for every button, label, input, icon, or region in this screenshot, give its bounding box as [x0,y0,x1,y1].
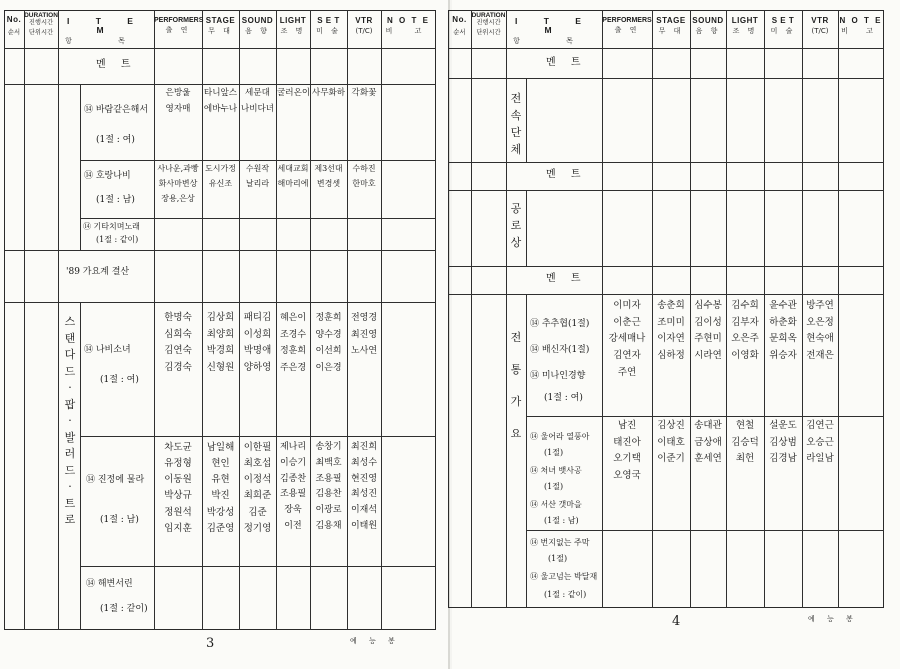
item-title: ⑭ 진정에 물라 [86,475,145,485]
col-line [506,10,507,608]
item-title: ⑭ 미나인경향 [530,371,586,381]
header-performers: PERFORMERS 출 연 [154,17,204,35]
col-line [80,84,81,250]
performers-cell: 차도균 유정형 이동원 박상규 정원석 임지훈 [164,442,192,534]
section-note: '89 가요계 결산 [66,267,130,277]
item-title: ⑭ 나비소녀 [84,345,131,355]
vtr-cell: 전영경 최진영 노사연 [350,313,378,357]
ment-label: 멘 트 [546,57,587,68]
ment-label: 멘 트 [546,273,587,284]
item-subtitle: (1절) [544,482,564,491]
vtr-cell: 각화꽃 [351,88,377,98]
header-set: S E T 미 술 [770,16,796,36]
row-line [80,566,436,567]
item-title: ⑭ 호랑나비 [84,171,131,181]
department-stamp: 예 능 봉 [350,637,400,645]
cue-sheet-page-right [452,0,900,669]
stage-cell: 김상진 이태호 이준기 [657,420,685,465]
stage-cell: 김상희 최양희 박경희 신형원 [206,312,235,373]
set-cell: 사무화하 [311,88,346,98]
department-stamp: 예 능 봉 [808,615,858,623]
item-subtitle: (1절 : 같이) [100,604,148,614]
header-duration: DURATION 진행시간 단위시간 [24,12,58,37]
page-number: 4 [672,614,681,629]
col-line [526,294,527,608]
row-line [448,294,884,295]
item-subtitle: (1절 : 같이) [96,235,139,244]
vtr-cell: 수하진 한마호 [352,164,376,188]
sound-cell: 심수봉 김이성 주현미 시라연 [694,300,722,361]
item-subtitle: (1절) [548,554,568,563]
col-line [838,10,839,608]
genre-vertical-label: 스 탠 다 드 · 팝 · 발 러 드 · 트 로 [64,315,76,526]
item-title: ⑭ 추추협(1절) [530,319,590,329]
header-vtr: VTR (T/C) [355,16,373,36]
row-line [80,436,436,437]
row-line [4,302,436,303]
genre-vertical-label: 전 통 가 요 [510,331,522,440]
header-no: No. 순서 [6,15,22,37]
page-number: 3 [206,636,215,651]
header-light: LIGHT 조 명 [731,16,759,36]
segment-vertical-label: 전 속 단 체 [510,92,522,157]
header-no: No. 순서 [452,15,467,37]
item-subtitle: (1절 : 같이) [544,590,587,599]
col-line [471,10,472,608]
header-stage: STAGE 무 대 [205,16,236,36]
performers-cell: 한명숙 심희숙 김연숙 김경숙 [164,312,192,373]
item-title: ⑭ 해변서린 [86,579,133,589]
light-cell: 제나리 이승기 김종찬 조용필 장욱 이전 [279,442,307,531]
item-subtitle: (1절 : 여) [96,135,135,145]
col-line [526,190,527,266]
header-performers: PERFORMERS 출 연 [602,17,652,35]
row-line [448,78,884,79]
stage-cell: 송춘희 조미미 이자연 심하정 [657,300,685,361]
light-cell: 김수희 김부자 오은주 이영화 [731,300,759,361]
item-title: ⑭ 울어라 열풍아 [530,432,590,441]
header-light: LIGHT 조 명 [279,16,307,36]
header-item: I T E M 항 목 [65,16,147,45]
header-item: I T E M 항 목 [513,16,595,45]
header-sound: SOUND 음 향 [241,16,274,36]
set-cell: 제3선대 변경셋 [314,164,343,188]
header-note: N O T E 비 고 [839,16,883,36]
col-line [526,78,527,162]
performers-cell: 사나운,과빵 화사마변상 장용,은상 [157,164,199,203]
item-title: ⑭ 번지없는 주막 [530,538,590,547]
item-title: ⑭ 서산 갯마을 [530,500,582,509]
row-line [526,530,884,531]
light-cell: 현철 김승덕 최헌 [731,420,759,465]
item-subtitle: (1절) [544,448,564,457]
sound-cell: 세문대 나비다녀 [240,88,275,114]
col-line [80,302,81,630]
performers-cell: 이미자 이춘근 강세매나 김연자 주연 [608,300,646,378]
row-line [4,84,436,85]
set-cell: 정훈희 양수경 이선희 이은경 [315,313,342,373]
item-subtitle: (1절 : 남) [100,515,139,525]
item-title: ⑭ 처녀 뱃사공 [530,466,582,475]
vtr-cell: 방주연 오은정 현숙애 전재은 [806,300,834,361]
col-line [24,10,25,630]
ment-label: 멘 트 [546,169,587,180]
set-cell: 송창기 최백호 조용필 김용찬 이광로 김용채 [315,442,342,531]
row-line [448,48,884,49]
header-sound: SOUND 음 향 [692,16,724,36]
set-cell: 윤수관 하춘화 문희옥 위승자 [769,300,797,361]
cue-sheet-page-left [0,0,448,669]
item-title: ⑭ 바람같은해서 [84,105,149,115]
segment-vertical-label: 공 로 상 [510,202,522,250]
set-cell: 설운도 김상범 김경남 [769,420,797,465]
ment-label: 멘 트 [96,59,137,70]
performers-cell: 남진 태진아 오기택 오영국 [613,420,641,481]
item-title: ⑭ 배신자(1절) [530,345,590,355]
stage-cell: 도시가정 유신조 [205,164,236,188]
row-line [80,160,436,161]
sound-cell: 수원작 날리라 [245,164,270,188]
sound-cell: 이한필 최호섭 이정석 최희준 김준 정기영 [243,442,272,534]
performers-cell: 은방울 영자매 [165,88,191,114]
item-subtitle: (1절 : 남) [96,195,135,205]
row-line [526,416,884,417]
sound-cell: 패티김 이성희 박명애 양하영 [243,312,272,373]
header-duration: DURATION 진행시간 단위시간 [471,12,506,37]
header-vtr: VTR (T/C) [811,16,829,36]
vtr-cell: 김연근 오승근 라일남 [806,420,834,465]
col-line [381,10,382,630]
vtr-cell: 최진희 최성수 현진영 최성진 이재석 이태원 [350,442,378,531]
row-line [80,218,436,219]
item-subtitle: (1절 : 여) [544,393,583,403]
light-cell: 굴러온이 [277,88,311,98]
sound-cell: 송대관 금상애 훈세연 [694,420,722,465]
row-line [4,48,436,49]
row-line [448,190,884,191]
light-cell: 혜은이 조경수 정훈희 주은경 [279,313,307,373]
stage-cell: 남일해 현인 유현 박진 박강성 김준영 [206,442,235,534]
row-line [4,250,436,251]
row-line [448,162,884,163]
header-note: N O T E 비 고 [385,16,432,36]
header-stage: STAGE 무 대 [656,16,686,36]
item-title: ⑭ 기타치며노래 [83,222,140,231]
row-line [448,266,884,267]
col-line [58,10,59,630]
item-title: ⑭ 울고넘는 박달재 [530,572,598,581]
stage-cell: 타니앞스 에바누나 [203,88,238,114]
item-subtitle: (1절 : 남) [544,516,579,525]
header-set: S E T 미 술 [316,16,341,36]
item-subtitle: (1절 : 여) [100,375,139,385]
light-cell: 세대교회 해마리에 [277,164,309,188]
